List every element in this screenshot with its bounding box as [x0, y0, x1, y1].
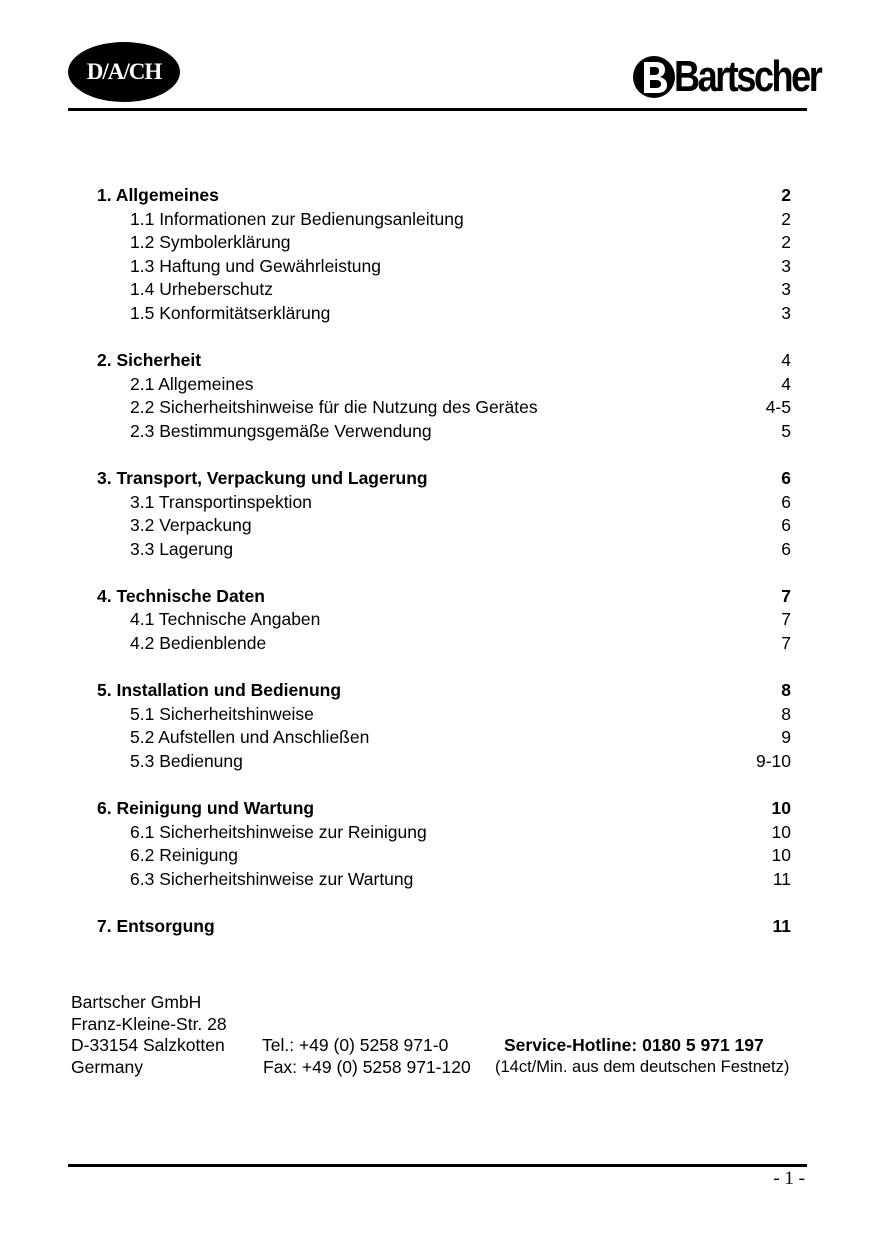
toc-subsection-title: 3.1 Transportinspektion — [130, 491, 312, 512]
toc-subsection-row — [97, 632, 791, 656]
toc-chapter-title: 4. Technische Daten — [97, 585, 265, 606]
bartscher-logo — [632, 48, 821, 106]
toc-subsection-page: 3 — [781, 255, 791, 276]
toc-subsection-row — [97, 868, 791, 892]
toc-subsection-page: 10 — [771, 845, 791, 866]
table-of-contents — [97, 184, 791, 962]
toc-subsection-title: 5.1 Sicherheitshinweise — [130, 703, 314, 724]
toc-section — [97, 349, 791, 443]
toc-subsection-row — [97, 491, 791, 515]
bartscher-b-mark-icon — [632, 51, 676, 103]
toc-subsection-title: 3.3 Lagerung — [130, 538, 234, 559]
toc-subsection-title: 5.2 Aufstellen und Anschließen — [130, 727, 370, 748]
toc-subsection-row — [97, 821, 791, 845]
toc-subsection-row — [97, 373, 791, 397]
toc-chapter-title: 2. Sicherheit — [97, 350, 202, 371]
toc-subsection-title: 2.1 Allgemeines — [130, 373, 254, 394]
toc-subsection-page: 4 — [781, 373, 791, 394]
toc-subsection-title: 1.3 Haftung und Gewährleistung — [130, 255, 381, 276]
toc-chapter-row — [97, 797, 791, 821]
company-name: Bartscher GmbH — [71, 992, 202, 1012]
toc-subsection-title: 6.1 Sicherheitshinweise zur Reinigung — [130, 821, 427, 842]
toc-subsection-title: 5.3 Bedienung — [130, 750, 243, 771]
toc-chapter-row — [97, 915, 791, 939]
toc-chapter-title: 5. Installation und Bedienung — [97, 680, 342, 701]
footer-row — [71, 1035, 831, 1057]
toc-chapter-row — [97, 184, 791, 208]
toc-subsection-title: 1.1 Informationen zur Bedienungsanleitung — [130, 208, 464, 229]
toc-subsection-page: 6 — [781, 515, 791, 536]
toc-subsection-row — [97, 844, 791, 868]
toc-subsection-title: 1.4 Urheberschutz — [130, 279, 273, 300]
toc-chapter-page: 10 — [771, 797, 791, 818]
toc-subsection-title: 1.2 Symbolerklärung — [130, 232, 291, 253]
toc-chapter-page: 8 — [781, 680, 791, 701]
toc-chapter-title: 1. Allgemeines — [97, 185, 219, 205]
toc-subsection-title: 4.2 Bedienblende — [130, 633, 267, 653]
toc-subsection-title: 6.2 Reinigung — [130, 845, 238, 866]
toc-chapter-title: 6. Reinigung und Wartung — [97, 797, 315, 818]
toc-subsection-page: 4-5 — [765, 397, 791, 418]
toc-subsection-page: 6 — [781, 538, 791, 559]
footer-row — [71, 1057, 831, 1079]
toc-chapter-row — [97, 679, 791, 703]
footer-row — [71, 992, 831, 1014]
toc-subsection-row — [97, 703, 791, 727]
header-divider — [68, 108, 807, 111]
toc-subsection-page: 3 — [781, 279, 791, 300]
toc-subsection-title: 3.2 Verpackung — [130, 515, 252, 536]
service-hotline: Service-Hotline: 0180 5 971 197 — [504, 1035, 764, 1055]
toc-subsection-row — [97, 231, 791, 255]
toc-subsection-page: 3 — [781, 302, 791, 323]
toc-subsection-title: 1.5 Konformitätserklärung — [130, 302, 331, 323]
country: Germany — [71, 1056, 143, 1077]
toc-section — [97, 184, 791, 326]
region-badge — [68, 42, 180, 102]
toc-subsection-row — [97, 255, 791, 279]
toc-subsection-row — [97, 750, 791, 774]
toc-subsection-row — [97, 208, 791, 232]
toc-section — [97, 585, 791, 656]
toc-subsection-title: 2.2 Sicherheitshinweise für die Nutzung des Gerätes — [130, 397, 538, 418]
city: D-33154 Salzkotten — [71, 1035, 225, 1055]
toc-chapter-title: 7. Entsorgung — [97, 915, 215, 936]
toc-subsection-page: 7 — [781, 609, 791, 630]
toc-subsection-row — [97, 514, 791, 538]
footer-row — [71, 1014, 831, 1036]
toc-chapter-page: 6 — [781, 467, 791, 488]
brand-wordmark: Bartscher — [674, 52, 821, 101]
toc-subsection-row — [97, 396, 791, 420]
street-address: Franz-Kleine-Str. 28 — [71, 1013, 227, 1034]
toc-chapter-row — [97, 585, 791, 609]
toc-subsection-row — [97, 538, 791, 562]
toc-subsection-page: 11 — [772, 868, 791, 889]
toc-subsection-page: 5 — [781, 420, 791, 441]
footer-divider — [68, 1164, 807, 1167]
toc-subsection-page: 2 — [781, 232, 791, 253]
toc-subsection-row — [97, 420, 791, 444]
toc-subsection-page: 6 — [781, 491, 791, 512]
toc-subsection-row — [97, 608, 791, 632]
toc-section — [97, 797, 791, 891]
toc-chapter-row — [97, 349, 791, 373]
toc-chapter-page: 4 — [781, 350, 791, 371]
page-number: - 1 - — [773, 1168, 805, 1189]
toc-subsection-title: 4.1 Technische Angaben — [130, 609, 321, 630]
toc-subsection-title: 6.3 Sicherheitshinweise zur Wartung — [130, 868, 414, 889]
toc-section — [97, 915, 791, 939]
toc-chapter-page: 7 — [781, 585, 791, 606]
hotline-rate-note: (14ct/Min. aus dem deutschen Festnetz) — [495, 1057, 790, 1076]
toc-chapter-page: 11 — [772, 915, 791, 936]
toc-subsection-title: 2.3 Bestimmungsgemäße Verwendung — [130, 420, 432, 441]
region-badge-text: D/A/CH — [86, 59, 162, 84]
toc-subsection-page: 10 — [771, 821, 791, 842]
toc-section — [97, 679, 791, 773]
toc-subsection-page: 8 — [781, 703, 791, 724]
toc-section — [97, 467, 791, 561]
toc-chapter-title: 3. Transport, Verpackung und Lagerung — [97, 467, 428, 488]
toc-subsection-row — [97, 278, 791, 302]
toc-subsection-row — [97, 302, 791, 326]
toc-subsection-page: 7 — [781, 633, 791, 653]
toc-chapter-page: 2 — [781, 185, 791, 205]
toc-subsection-page: 9 — [781, 727, 791, 748]
toc-subsection-row — [97, 726, 791, 750]
toc-chapter-row — [97, 467, 791, 491]
toc-subsection-page: 2 — [781, 208, 791, 229]
fax-number: Fax: +49 (0) 5258 971-120 — [263, 1056, 471, 1077]
phone-number: Tel.: +49 (0) 5258 971-0 — [262, 1035, 449, 1055]
toc-subsection-page: 9-10 — [755, 750, 791, 771]
company-address-block — [71, 992, 831, 1078]
